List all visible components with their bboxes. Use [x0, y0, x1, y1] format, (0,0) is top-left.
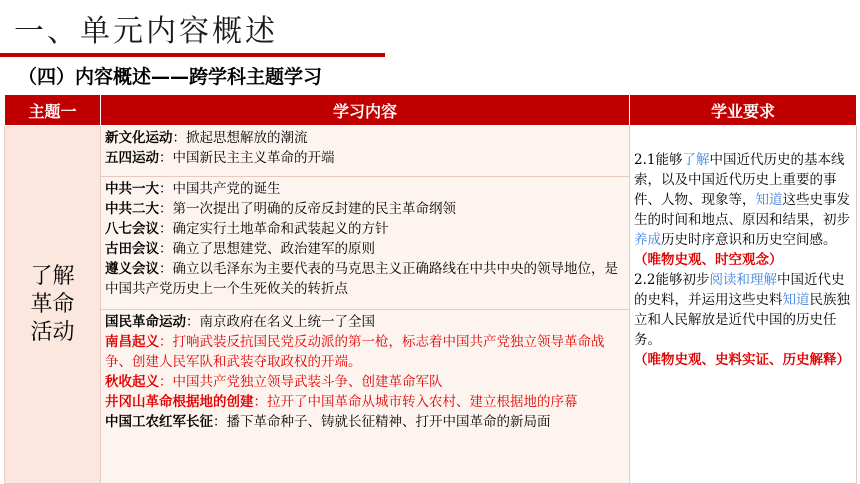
- req-text: 2.1能够: [634, 152, 683, 168]
- req-keyword: 知道: [755, 192, 783, 208]
- content-table: [4, 94, 857, 484]
- content-line: [105, 239, 625, 259]
- separator: ：: [159, 181, 173, 197]
- content-line: [105, 332, 625, 372]
- event-name: 五四运动: [105, 150, 159, 166]
- separator: ：: [159, 150, 173, 166]
- event-name: 井冈山革命根据地的创建: [105, 394, 254, 410]
- event-description: 中国新民主主义革命的开端: [172, 150, 335, 166]
- content-line: [105, 372, 625, 392]
- table-row: [5, 126, 857, 177]
- event-description: 中国共产党独立领导武装斗争、创建革命军队: [172, 374, 443, 390]
- content-line: [105, 199, 625, 219]
- event-description: 南京政府在名义上统一了全国: [199, 314, 375, 330]
- event-name: 八七会议: [105, 221, 159, 237]
- separator: ：: [159, 261, 173, 277]
- event-description: 播下革命种子、铸就长征精神、打开中国革命的新局面: [226, 414, 551, 430]
- content-group: [101, 126, 630, 177]
- content-line: [105, 259, 625, 299]
- content-line: [105, 312, 625, 332]
- event-description: 确立了思想建党、政治建军的原则: [172, 241, 375, 257]
- event-description: 掀起思想解放的潮流: [186, 130, 308, 146]
- event-description: 确立以毛泽东为主要代表的马克思主义正确路线在中共中央的领导地位，是中国共产党历史上一个生死攸关的转折点: [105, 261, 618, 297]
- event-name: 中国工农红军长征: [105, 414, 213, 430]
- req-text: 这些史事发生的时间和地点、原因和结果，初步: [634, 192, 850, 228]
- separator: ：: [159, 201, 173, 217]
- theme-line: 活动: [30, 319, 75, 345]
- event-name: 国民革命运动: [105, 314, 186, 330]
- header-requirements: 学业要求: [630, 95, 857, 126]
- content-group: [101, 177, 630, 310]
- core-literacy: （唯物史观、时空观念）: [634, 252, 783, 268]
- event-name: 古田会议: [105, 241, 159, 257]
- req-keyword: 阅读和理解: [709, 272, 777, 288]
- requirements-cell: [630, 126, 857, 484]
- event-name: 中共二大: [105, 201, 159, 217]
- event-name: 新文化运动: [105, 130, 173, 146]
- event-name: 南昌起义: [105, 334, 159, 350]
- req-text: 2.2能够初步: [634, 272, 710, 288]
- event-name: 中共一大: [105, 181, 159, 197]
- header-content: 学习内容: [101, 95, 630, 126]
- separator: ：: [186, 314, 200, 330]
- theme-cell: [5, 126, 101, 484]
- table-header-row: [5, 95, 857, 126]
- req-keyword: 养成: [634, 232, 661, 248]
- req-text: 民族独立和人民解放是近代中国的历史任务。: [634, 292, 850, 348]
- content-line: [105, 412, 625, 432]
- header-theme: 主题一: [5, 95, 101, 126]
- separator: ：: [159, 334, 173, 350]
- separator: ：: [172, 130, 186, 146]
- content-line: [105, 392, 625, 412]
- core-literacy: （唯物史观、史料实证、历史解释）: [634, 352, 850, 368]
- req-keyword: 了解: [682, 152, 710, 168]
- req-keyword: 知道: [782, 292, 810, 308]
- content-line: [105, 179, 625, 199]
- event-description: 拉开了中国革命从城市转入农村、建立根据地的序幕: [267, 394, 578, 410]
- event-description: 第一次提出了明确的反帝反封建的民主革命纲领: [172, 201, 456, 217]
- title-underline: [0, 53, 385, 57]
- section-subtitle: （四）内容概述——跨学科主题学习: [18, 66, 323, 88]
- event-description: 确定实行土地革命和武装起义的方针: [172, 221, 389, 237]
- page-title: 一、单元内容概述: [14, 14, 278, 49]
- event-name: 遵义会议: [105, 261, 159, 277]
- event-name: 秋收起义: [105, 374, 159, 390]
- event-description: 中国共产党的诞生: [172, 181, 281, 197]
- theme-line: 革命: [30, 291, 75, 317]
- event-description: 打响武装反抗国民党反动派的第一枪，标志着中国共产党独立领导革命战争、创建人民军队和武装夺取政权的开端。: [105, 334, 605, 370]
- separator: ：: [159, 221, 173, 237]
- content-line: [105, 128, 625, 148]
- req-text: 中国近代史的史料，并运用这些史料: [634, 272, 845, 308]
- separator: ：: [159, 374, 173, 390]
- content-group: [101, 310, 630, 484]
- content-line: [105, 148, 625, 168]
- content-line: [105, 219, 625, 239]
- theme-line: 了解: [30, 263, 75, 289]
- separator: ：: [159, 241, 173, 257]
- separator: ：: [253, 394, 267, 410]
- req-text: 历史时序意识和历史空间感。: [661, 232, 837, 248]
- req-text: 中国近代历史的基本线索，以及中国近代历史上重要的事件、人物、现象等，: [634, 152, 845, 208]
- separator: ：: [213, 414, 227, 430]
